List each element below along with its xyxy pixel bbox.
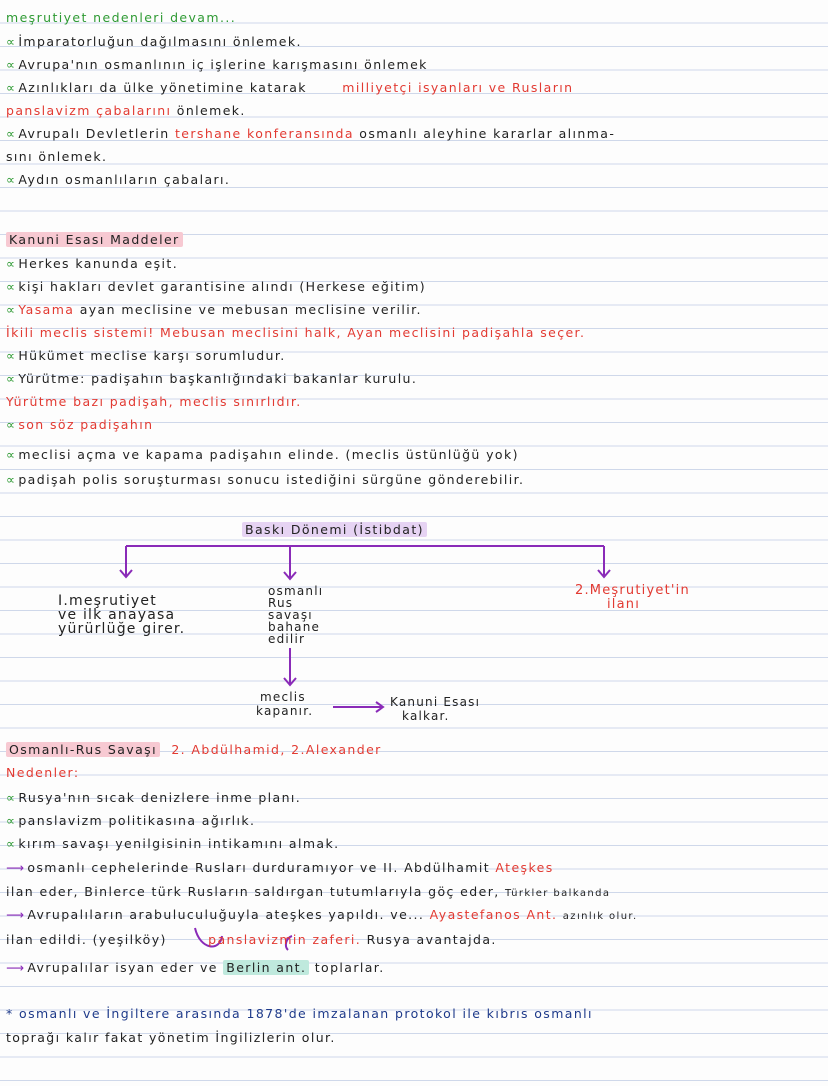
line: * osmanlı ve İngiltere arasında 1878'de imzalanan protokol ile kıbrıs osmanlı [6,1006,593,1021]
line: ∝ Avrupalı Devletlerin tershane konferansında osmanlı aleyhine kararlar alınma- [6,126,616,141]
bullet-mark: ∝ [6,80,17,95]
node-first-mesrutiyet [58,594,185,636]
arrow-mark: ⟶ [6,860,26,875]
arrow-mark: ⟶ [6,907,26,922]
node-text: Kanuni Esası [390,695,481,709]
line: ∝ Yürütme: padişahın başkanlığındaki bakanlar kurulu. [6,371,418,386]
line: ∝ meclisi açma ve kapama padişahın elinde. (meclis üstünlüğü yok) [6,447,519,462]
line: ∝ Hükümet meclise karşı sorumludur. [6,348,286,363]
bullet-mark: ∝ [6,417,17,432]
node-text: bahane [268,620,321,634]
bullet-mark: ∝ [6,57,17,72]
line: ilan edildi. (yeşilköy) panslavizmin zaferi. Rusya avantajda. [6,932,497,947]
section1-title: meşrutiyet nedenleri devam... [6,10,237,25]
node-text: ilanı [607,597,641,612]
bullet-mark: ∝ [6,302,17,317]
bullet-mark: ∝ [6,472,17,487]
diagram-title: Baskı Dönemi (İstibdat) [242,522,427,538]
bullet-mark: ∝ [6,371,17,386]
node-text: yürürlüğe girer. [58,621,186,637]
line: ilan eder, Binlerce türk Rusların saldırgan tutumlarıyla göç eder, Türkler balkanda [6,884,611,899]
line: ∝ Yasama ayan meclisine ve mebusan meclisine verilir. [6,302,422,317]
line: ∝ kişi hakları devlet garantisine alındı (Herkese eğitim) [6,279,427,294]
node-second-mesrutiyet [575,584,690,612]
node-text: Rus [268,596,294,610]
line: ∝ panslavizm politikasına ağırlık. [6,813,256,828]
node-kanuni-esasi-kalkar [390,695,480,723]
node-text: meclis [260,690,306,704]
node-text: 2.Meşrutiyet'in [575,583,690,598]
node-text: I.meşrutiyet [58,593,157,609]
line: panslavizm çabalarını önlemek. [6,103,246,118]
line: ∝ İmparatorluğun dağılmasını önlemek. [6,34,302,49]
line: ⟶ Avrupalılar isyan eder ve Berlin ant. toplarlar. [6,960,385,975]
line: ∝ Herkes kanunda eşit. [6,256,179,271]
node-text: edilir [268,632,306,646]
bullet-mark: ∝ [6,256,17,271]
line: İkili meclis sistemi! Mebusan meclisini halk, Ayan meclisini padişahla seçer. [6,325,586,340]
node-meclis-kapanir [256,690,313,718]
line: ∝ Avrupa'nın osmanlının iç işlerine karışmasını önlemek [6,57,428,72]
bullet-mark: ∝ [6,34,17,49]
bullet-mark: ∝ [6,836,17,851]
line: sını önlemek. [6,149,108,164]
node-text: osmanlı [268,584,324,598]
line: toprağı kalır fakat yönetim İngilizlerin olur. [6,1030,336,1045]
line: ∝ Aydın osmanlıların çabaları. [6,172,231,187]
line: ∝ kırım savaşı yenilgisinin intikamını almak. [6,836,340,851]
line: Yürütme bazı padişah, meclis sınırlıdır. [6,394,302,409]
node-text: kapanır. [256,704,314,718]
line: ∝ Rusya'nın sıcak denizlere inme planı. [6,790,302,805]
line: ⟶ Avrupalıların arabuluculuğuyla ateşkes yapıldı. ve... Ayastefanos Ant. azınlık olur. [6,907,638,922]
bullet-mark: ∝ [6,348,17,363]
node-text: savaşı [268,608,313,622]
bullet-mark: ∝ [6,126,17,141]
line: ∝ son söz padişahın [6,417,154,432]
line: ∝ Azınlıkları da ülke yönetimine katarak milliyetçi isyanları ve Rusların [6,80,574,95]
bullet-mark: ∝ [6,172,17,187]
node-osmanli-rus-savasi [268,585,323,645]
bullet-mark: ∝ [6,790,17,805]
line: ∝ padişah polis soruşturması sonucu istediğini sürgüne gönderebilir. [6,472,525,487]
node-text: kalkar. [402,709,450,723]
arrow-mark: ⟶ [6,960,26,975]
line: Nedenler: [6,765,80,780]
section3-title: Osmanlı-Rus Savaşı 2. Abdülhamid, 2.Alexander [6,742,382,758]
bullet-mark: ∝ [6,447,17,462]
line: ⟶ osmanlı cephelerinde Rusları durduramıyor ve II. Abdülhamit Ateşkes [6,860,554,875]
bullet-mark: ∝ [6,813,17,828]
section2-title: Kanuni Esası Maddeler [6,232,183,248]
bullet-mark: ∝ [6,279,17,294]
node-text: ve ilk anayasa [58,607,176,623]
